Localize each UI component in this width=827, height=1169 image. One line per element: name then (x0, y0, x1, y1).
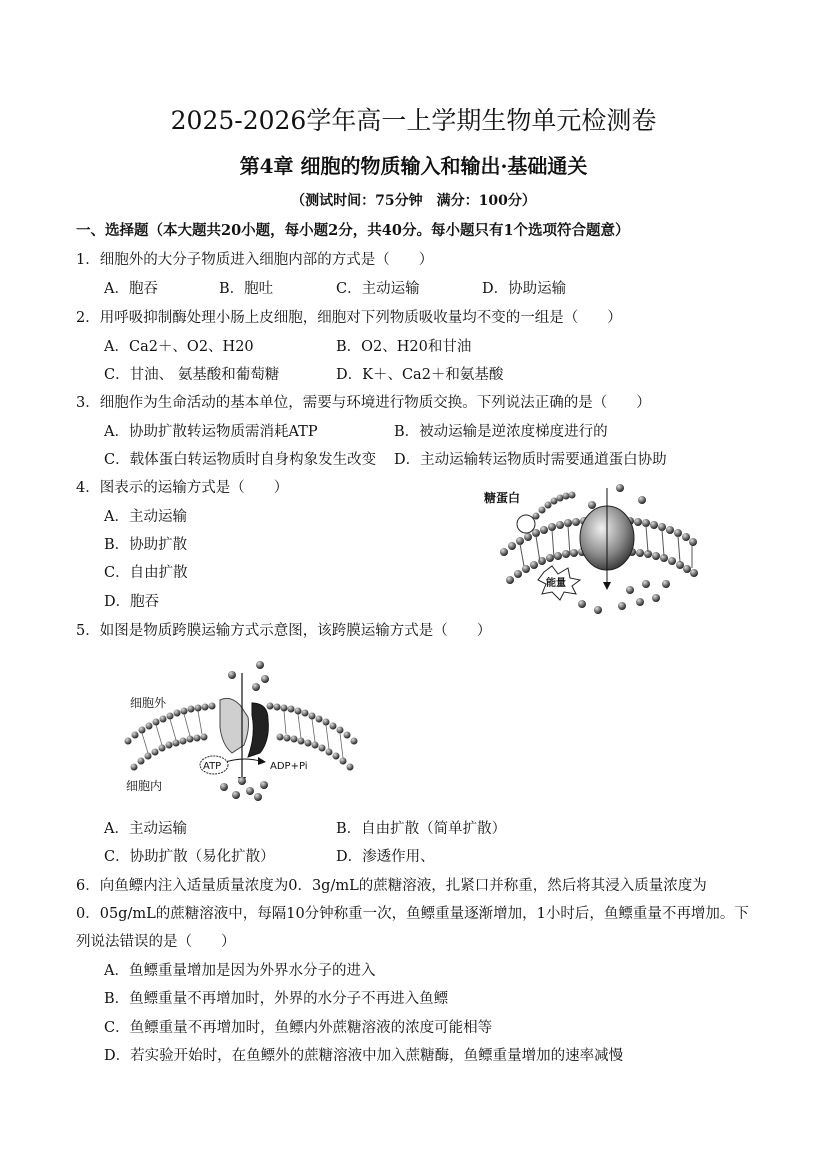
q4-option-d: D．胞吞 (104, 594, 160, 610)
q1-option-b: B．胞吐 (219, 281, 274, 297)
q6-option-c: C．鱼鳔重量不再增加时，鱼鳔内外蔗糖溶液的浓度可能相等 (104, 1020, 493, 1036)
q2-option-c: C．甘油、 氨基酸和葡萄糖 (104, 367, 280, 383)
question-5-stem: 5．如图是物质跨膜运输方式示意图，该跨膜运输方式是（ ） (76, 623, 492, 639)
membrane-transport-figure-q4 (480, 480, 710, 625)
outside-cell-label: 细胞外 (130, 696, 167, 710)
question-6-stem-line-1: 6．向鱼鳔内注入适量质量浓度为0．3g/mL的蔗糖溶液，扎紧口并称重，然后将其浸入质量浓度为 (76, 878, 707, 894)
q2-option-d: D．K＋、Ca2＋和氨基酸 (336, 367, 504, 383)
q1-option-a: A．胞吞 (104, 281, 158, 297)
q3-option-c: C．载体蛋白转运物质时自身构象发生改变 (104, 452, 377, 468)
adp-label: ADP+Pi (270, 761, 308, 772)
question-4-stem: 4．图表示的运输方式是（ ） (76, 480, 289, 496)
q1-option-d: D．协助运输 (482, 281, 567, 297)
q4-option-b: B．协助扩散 (104, 537, 188, 553)
question-2-stem: 2．用呼吸抑制酶处理小肠上皮细胞，细胞对下列物质吸收量均不变的一组是（ ） (76, 310, 622, 326)
question-3-stem: 3．细胞作为生命活动的基本单位，需要与环境进行物质交换。下列说法正确的是（ ） (76, 395, 651, 411)
q3-option-b: B．被动运输是逆浓度梯度进行的 (394, 424, 608, 440)
exam-title: 2025-2026学年高一上学期生物单元检测卷 (170, 106, 657, 135)
q5-option-b: B．自由扩散（简单扩散） (336, 821, 507, 837)
q5-option-c: C．协助扩散（易化扩散） (104, 849, 275, 865)
glycoprotein-label: 糖蛋白 (484, 491, 521, 505)
q5-option-a: A．主动运输 (104, 821, 187, 837)
q3-option-d: D．主动运输转运物质时需要通道蛋白协助 (394, 452, 667, 468)
q4-option-a: A．主动运输 (104, 509, 187, 525)
atp-label: ATP (203, 761, 222, 772)
q1-option-c: C．主动运输 (336, 281, 420, 297)
question-1-stem: 1．细胞外的大分子物质进入细胞内部的方式是（ ） (76, 252, 434, 268)
q6-option-d: D．若实验开始时，在鱼鳔外的蔗糖溶液中加入蔗糖酶，鱼鳔重量增加的速率减慢 (104, 1048, 624, 1064)
q2-option-a: A．Ca2＋、O2、H20 (104, 339, 254, 355)
q4-option-c: C．自由扩散 (104, 565, 188, 581)
q5-option-d: D．渗透作用、 (336, 849, 435, 865)
question-6-stem-line-3: 列说法错误的是（ ） (76, 934, 236, 950)
energy-label: 能量 (546, 578, 566, 589)
inside-cell-label: 细胞内 (126, 779, 163, 793)
membrane-transport-figure-q5 (120, 655, 370, 805)
q3-option-a: A．协助扩散转运物质需消耗ATP (104, 424, 318, 440)
chapter-subtitle: 第4章 细胞的物质输入和输出·基础通关 (239, 154, 588, 178)
question-6-stem-line-2: 0．05g/mL的蔗糖溶液中，每隔10分钟称重一次，鱼鳔重量逐渐增加，1小时后，鱼鳔重量不再增加。下 (76, 906, 749, 922)
section-heading: 一、选择题（本大题共20小题，每小题2分，共40分。每小题只有1个选项符合题意） (76, 222, 630, 239)
q6-option-b: B．鱼鳔重量不再增加时，外界的水分子不再进入鱼鳔 (104, 991, 449, 1007)
exam-meta: （测试时间：75分钟 满分：100分） (291, 193, 536, 209)
q2-option-b: B．O2、H20和甘油 (336, 339, 472, 355)
q6-option-a: A．鱼鳔重量增加是因为外界水分子的进入 (104, 963, 376, 979)
